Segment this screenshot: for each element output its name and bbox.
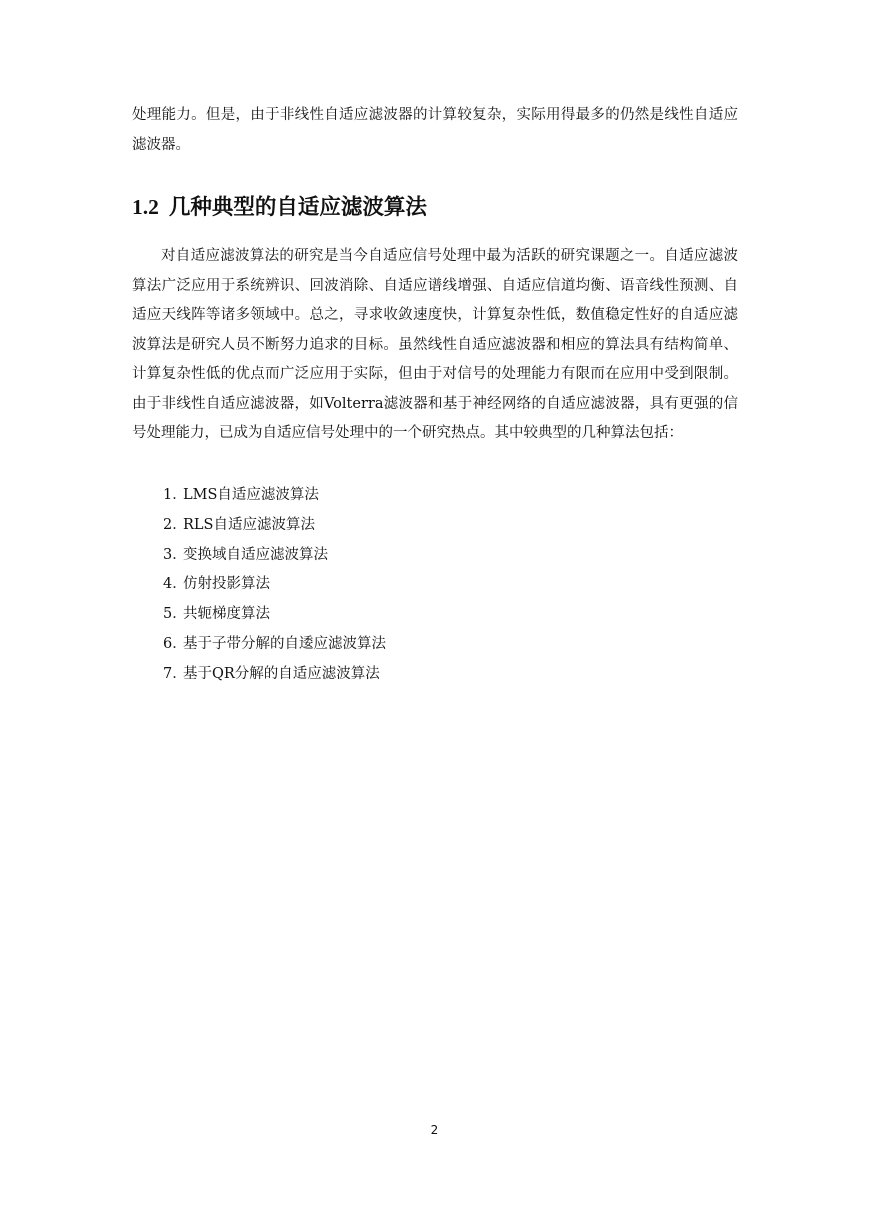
section-heading bbox=[132, 190, 427, 225]
list-item bbox=[163, 541, 386, 571]
list-item-text: 变换域自适应滤波算法 bbox=[183, 546, 328, 563]
list-item-text: RLS自适应滤波算法 bbox=[183, 516, 315, 533]
list-item bbox=[163, 630, 386, 660]
intro-paragraph: 处理能力。但是，由于非线性自适应滤波器的计算较复杂，实际用得最多的仍然是线性自适应滤波器。 bbox=[132, 107, 738, 153]
list-item-index: 3． bbox=[163, 546, 187, 563]
body-paragraph: 对自适应滤波算法的研究是当今自适应信号处理中最为活跃的研究课题之一。自适应滤波算法广泛应用于系统辨识、回波消除、自适应谱线增强、自适应信道均衡、语音线性预测、自适应天线阵等诸多领域中。总之，寻求收敛速度快，计算复杂性低，数值稳定性好的自适应滤波算法是研究人员不断努力追求的目标。虽然线性自适应滤波器和相应的算法具有结构简单、计算复杂性低的优点而广泛应用于实际，但由于对信号的处理能力有限而在应用中受到限制。由于非线性自适应滤波器，如Volterra滤波器和基于神经网络的自适应滤波器，具有更强的信号处理能力，已成为自适应信号处理中的一个研究热点。其中较典型的几种算法包括： bbox=[132, 248, 738, 441]
page-number: 2 bbox=[430, 1123, 439, 1137]
section-title: 几种典型的自适应滤波算法 bbox=[168, 195, 427, 220]
list-item-text: 基于QR分解的自适应滤波算法 bbox=[183, 665, 380, 682]
section-number: 1.2 bbox=[132, 195, 159, 219]
list-item-text: 共轭梯度算法 bbox=[183, 606, 270, 623]
list-item-index: 1． bbox=[163, 487, 187, 503]
list-item bbox=[163, 511, 386, 541]
list-item-index: 2． bbox=[163, 516, 187, 533]
list-item bbox=[163, 570, 386, 600]
algorithm-list bbox=[163, 481, 386, 690]
list-item-text: 仿射投影算法 bbox=[183, 576, 270, 593]
list-item-text: LMS自适应滤波算法 bbox=[183, 487, 319, 503]
list-item-index: 6． bbox=[163, 635, 187, 652]
list-item-index: 4． bbox=[163, 576, 187, 593]
list-item-index: 7． bbox=[163, 665, 187, 682]
list-item bbox=[163, 481, 386, 511]
list-item bbox=[163, 660, 386, 690]
list-item-index: 5． bbox=[163, 606, 187, 623]
list-item-text: 基于子带分解的自逶应滤波算法 bbox=[183, 635, 386, 652]
list-item bbox=[163, 600, 386, 630]
